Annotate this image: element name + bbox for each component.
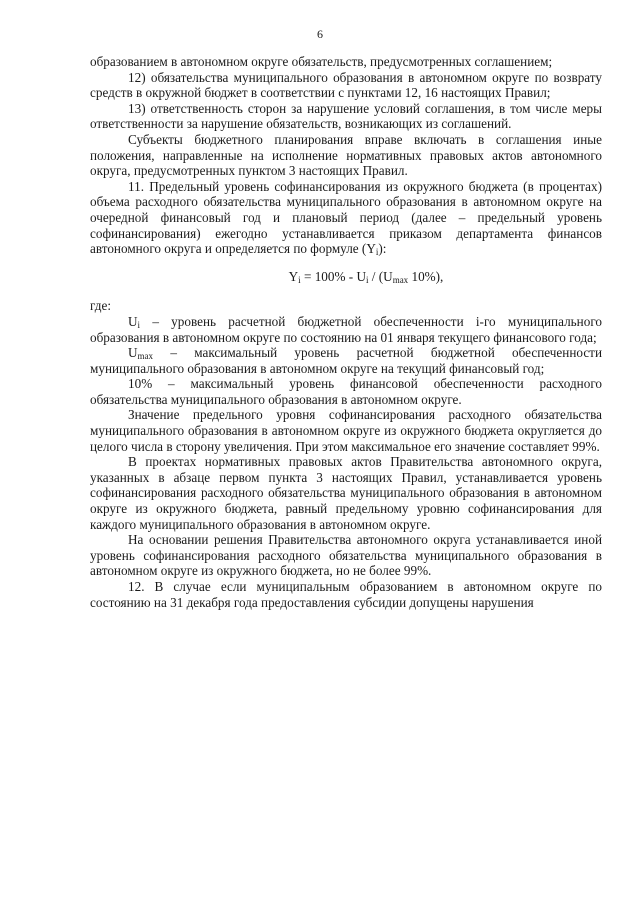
- formula-div: / (U: [368, 268, 393, 284]
- formula-y: Y: [288, 268, 299, 284]
- paragraph-section-12: 12. В случае если муниципальным образованием в автономном округе по состоянию на 31 декабря года предоставления субсидии допущены нарушения: [90, 579, 602, 610]
- definition-umax-var: U: [128, 345, 138, 361]
- definition-umax: [90, 345, 602, 376]
- where-label: где:: [90, 298, 111, 314]
- paragraph-item-12: 12) обязательства муниципального образования в автономном округе по возврату средств в окружной бюджет в соответствии с пунктами 12, 16 настоящих Правил;: [90, 69, 602, 101]
- paragraph-subjects: Субъекты бюджетного планирования вправе включать в соглашения иные положения, направленные на исполнение нормативных правовых актов автономного округа, предусмотренных пунктом 3 настоящих Правил.: [90, 131, 602, 179]
- paragraph-item-13: 13) ответственность сторон за нарушение условий соглашения, в том числе меры ответственности за нарушение обязательств, возникающих из соглашений.: [90, 100, 602, 132]
- paragraph-projects: В проектах нормативных правовых актов Правительства автономного округа, указанных в абзаце первом пункта 3 настоящих Правил, устанавливается уровень софинансирования расходного обязательства муниципального образования в автономном округе из окружного бюджета, равный предельному уровню софинансирования для каждого муниципального образования в автономном округе.: [90, 454, 602, 532]
- paragraph-section-11: [90, 179, 602, 257]
- definition-ui: [90, 314, 602, 345]
- section-11-subscript: i: [375, 247, 379, 258]
- paragraph-continuation: образованием в автономном округе обязательств, предусмотренных соглашением;: [90, 54, 553, 69]
- formula-u-sub: i: [365, 274, 369, 285]
- paragraph-rounding: Значение предельного уровня софинансирования расходного обязательства муниципального образования в автономном округе из окружного бюджета округляется до целого числа в сторону увеличения. При этом максимальное его значение составляет 99%.: [90, 407, 602, 454]
- formula: [90, 269, 602, 285]
- definition-umax-sub: max: [137, 351, 154, 362]
- section-11-tail: ):: [378, 241, 387, 257]
- formula-tail: 10%),: [408, 268, 444, 284]
- formula-y-sub: i: [298, 274, 301, 285]
- section-11-text: 11. Предельный уровень софинансирования из окружного бюджета (в процентах) объема расходного обязательства муниципального образования в автономном округе на очередной финансовый год и плановый период (далее – предельный уровень софинансирования) ежегодно устанавливается приказом департамента финансов автономного округа и определяется по формуле (Y: [90, 178, 602, 257]
- definition-ui-text: – уровень расчетной бюджетной обеспеченности i-го муниципального образования в автономном округе по состоянию на 01 января текущего финансового года;: [90, 313, 602, 345]
- document-body: [90, 54, 602, 610]
- definition-umax-text: – максимальный уровень расчетной бюджетной обеспеченности муниципального образования в автономном округе на текущий финансовый год;: [90, 345, 602, 376]
- definition-10-percent: 10% – максимальный уровень финансовой обеспеченности расходного обязательства муниципального образования в автономном округе.: [90, 376, 602, 407]
- formula-mid: = 100% - U: [300, 268, 366, 284]
- formula-max-sub: max: [392, 274, 409, 285]
- definition-ui-sub: i: [137, 319, 141, 330]
- definition-ui-var: U: [128, 313, 138, 329]
- paragraph-government-decision: На основании решения Правительства автономного округа устанавливается иной уровень софинансирования расходного обязательства муниципального образования в автономном округе из окружного бюджета, но не более 99%.: [90, 532, 602, 579]
- page-number: 6: [317, 27, 323, 41]
